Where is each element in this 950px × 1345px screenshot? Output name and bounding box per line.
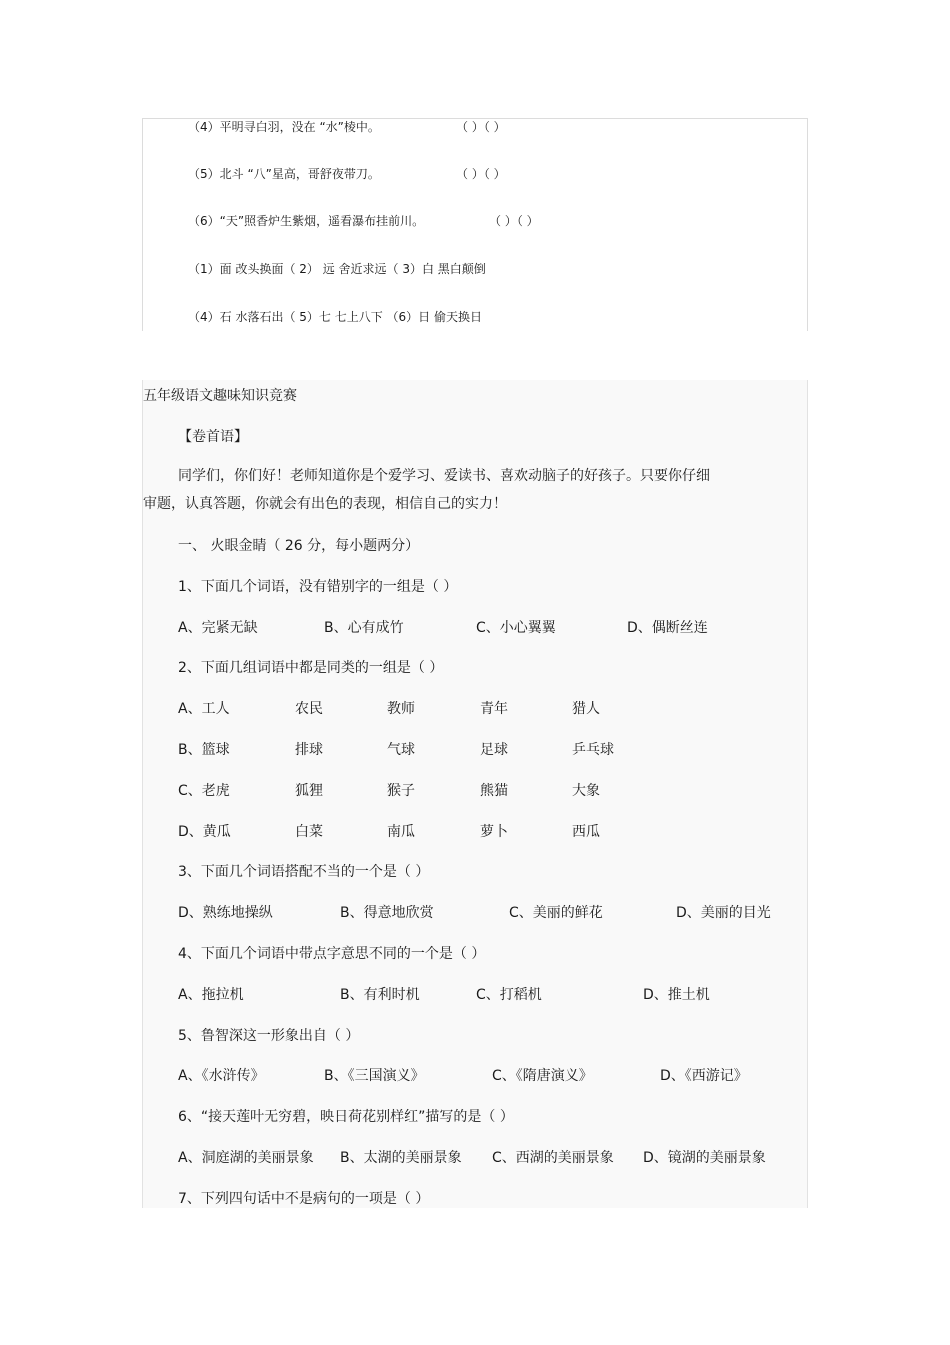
page-title: 五年级语文趣味知识竞赛	[143, 388, 297, 404]
question-6-option-a: A、洞庭湖的美丽景象	[178, 1150, 314, 1166]
preface-line-1: 同学们，你们好！老师知道你是个爱学习、爱读书、喜欢动脑子的好孩子。只要你仔细	[178, 468, 710, 484]
answer-line-2: （4）石 水落石出（ 5）七 七上八下 （6）日 偷天换日	[188, 310, 482, 324]
question-6-option-d: D、镜湖的美丽景象	[643, 1150, 766, 1166]
question-7-stem: 7、下列四句话中不是病句的一项是（ ）	[178, 1191, 430, 1207]
question-5-option-c: C、《隋唐演义》	[492, 1068, 593, 1084]
answer-line-1: （1）面 改头换面（ 2） 远 舍近求远（ 3）白 黑白颠倒	[188, 262, 486, 276]
preface-line-2: 审题，认真答题，你就会有出色的表现，相信自己的实力！	[143, 496, 507, 512]
question-3-option-3: C、美丽的鲜花	[509, 905, 603, 921]
question-1-option-c: C、小心翼翼	[476, 620, 556, 636]
question-6-stem: 6、“接天莲叶无穷碧，映日荷花别样红”描写的是（ ）	[178, 1109, 514, 1125]
question-5-option-a: A、《水浒传》	[178, 1068, 265, 1084]
question-3-option-2: B、得意地欣赏	[340, 905, 434, 921]
question-2-option-d: D、黄瓜	[178, 824, 231, 840]
question-5-stem: 5、鲁智深这一形象出自（ ）	[178, 1028, 360, 1044]
question-2-word: 青年	[480, 701, 508, 717]
question-2-word: 白菜	[295, 824, 323, 840]
question-4-option-c: C、打稻机	[476, 987, 542, 1003]
question-6-option-b: B、太湖的美丽景象	[340, 1150, 462, 1166]
poem-line-6-blanks: （ ）（ ）	[489, 214, 539, 228]
question-6-option-c: C、西湖的美丽景象	[492, 1150, 614, 1166]
question-1-option-b: B、心有成竹	[324, 620, 404, 636]
question-4-option-b: B、有利时机	[340, 987, 420, 1003]
question-2-word: 农民	[295, 701, 323, 717]
question-2-option-b: B、篮球	[178, 742, 230, 758]
question-2-option-a: A、工人	[178, 701, 230, 717]
question-2-word: 教师	[387, 701, 415, 717]
question-2-option-c: C、老虎	[178, 783, 230, 799]
question-2-word: 熊猫	[480, 783, 508, 799]
question-5-option-b: B、《三国演义》	[324, 1068, 425, 1084]
question-2-word: 乒乓球	[572, 742, 614, 758]
question-1-option-a: A、完紧无缺	[178, 620, 258, 636]
question-5-option-d: D、《西游记》	[660, 1068, 748, 1084]
question-2-word: 猴子	[387, 783, 415, 799]
question-2-word: 狐狸	[295, 783, 323, 799]
poem-line-5: （5）北斗 “八”星高，哥舒夜带刀。	[188, 167, 380, 181]
question-4-stem: 4、下面几个词语中带点字意思不同的一个是（ ）	[178, 946, 486, 962]
question-2-word: 西瓜	[572, 824, 600, 840]
question-2-word: 南瓜	[387, 824, 415, 840]
poem-line-6: （6）“天”照香炉生紫烟，遥看瀑布挂前川。	[188, 214, 425, 228]
question-1-stem: 1、下面几个词语，没有错别字的一组是（ ）	[178, 579, 458, 595]
question-4-option-a: A、拖拉机	[178, 987, 244, 1003]
question-2-word: 大象	[572, 783, 600, 799]
poem-line-4-blanks: （ ）（ ）	[456, 120, 506, 134]
section-heading: 一、 火眼金睛（ 26 分，每小题两分）	[178, 538, 420, 554]
poem-line-5-blanks: （ ）（ ）	[456, 167, 506, 181]
question-2-word: 排球	[295, 742, 323, 758]
question-2-word: 猎人	[572, 701, 600, 717]
preface-heading: 【卷首语】	[178, 429, 248, 445]
poem-line-4: （4）平明寻白羽，没在 “水”棱中。	[188, 120, 380, 134]
question-3-option-4: D、美丽的目光	[676, 905, 771, 921]
question-2-word: 萝卜	[480, 824, 508, 840]
question-2-stem: 2、下面几组词语中都是同类的一组是（ ）	[178, 660, 444, 676]
question-3-option-1: D、熟练地操纵	[178, 905, 273, 921]
question-2-word: 气球	[387, 742, 415, 758]
question-2-word: 足球	[480, 742, 508, 758]
question-4-option-d: D、推土机	[643, 987, 710, 1003]
question-3-stem: 3、下面几个词语搭配不当的一个是（ ）	[178, 864, 430, 880]
question-1-option-d: D、偶断丝连	[627, 620, 708, 636]
